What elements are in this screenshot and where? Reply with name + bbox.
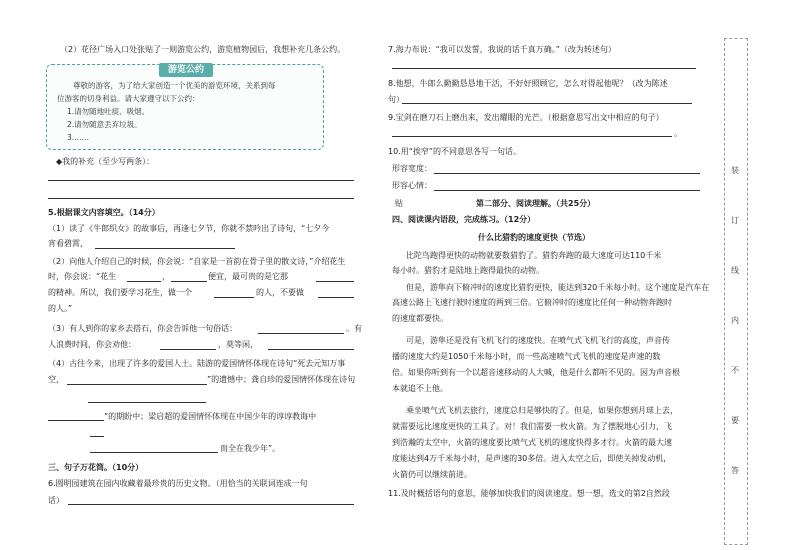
margin-char-7: 答 <box>731 466 739 475</box>
para-2-b: 高速公路上飞速行驶时速度的两到三倍。它俯冲时的速度比任何一种动物奔跑时 <box>392 298 672 307</box>
q5-4-blank-5[interactable] <box>90 452 218 453</box>
margin-char-4: 内 <box>731 316 739 325</box>
q7-answer-line[interactable] <box>392 68 696 69</box>
q5-3-line-a: （3）有人到你的家乡去搭石，你会告诉他一句俗话： <box>48 324 238 333</box>
section-5-title: 5.根据课文内容填空。（14分） <box>48 208 160 217</box>
q5-3-a-end: 。有 <box>346 324 362 333</box>
para-3-d: 本就追不上他。 <box>392 384 448 393</box>
q10: 10.用“挨窄”的不同意思各写一句话。 <box>388 147 522 156</box>
para-3-c: 倍。如果你听到有一个以超音速移动的人大喊，他是什么都听不见的。因为声音根 <box>392 368 680 377</box>
section-3-title: 三、句子万花筒。（10分） <box>48 463 144 472</box>
margin-char-1: 装 <box>731 166 739 175</box>
q5-2-b3: 便宜，最可贵的是它那 <box>208 272 288 281</box>
q5-2-b1: 时，你会说：“花生 <box>48 272 117 281</box>
notice-line-1: 尊敬的游客，为了给大家创造一个优美的游览环境，关系到每 <box>73 81 276 90</box>
q9-answer-line[interactable] <box>392 136 672 137</box>
q5-3-b2: ，莫等闲， <box>218 340 258 349</box>
para-2-a: 但是，游隼向下俯冲时的速度比猎豹更快，能达到320千米每小时。这个速度是汽车在 <box>406 283 710 292</box>
visitor-notice-box <box>46 64 324 150</box>
notice-item-1: 1.请勿随地吐痰、吸烟。 <box>67 107 150 116</box>
q5-2-b2: ， <box>162 272 170 281</box>
para-3-b: 播的速度大约是1050千米每小时，而一些高速喷气式飞机的速度是声速的数 <box>392 352 661 361</box>
q5-4-blank-2[interactable] <box>88 402 206 403</box>
q10-b-line[interactable] <box>434 190 700 191</box>
supplement-answer-line-2[interactable] <box>48 198 354 199</box>
q5-4-c: ”的期盼中；梁启超的爱国情怀体现在中国少年的谆谆教诲中 <box>104 412 317 421</box>
notice-item-3: 3.…… <box>67 133 90 142</box>
supplement-label: ◆我的补充（至少写两条）： <box>56 157 155 166</box>
q5-3-blank-1[interactable] <box>258 333 344 334</box>
q10-a-line[interactable] <box>434 173 700 174</box>
q5-2-c1: 的精神。所以，我们要学习花生，做一个 <box>48 288 192 297</box>
q5-4-line-a: （4）古往今来，出现了许多的爱国人士。陆游的爱国情怀体现在诗句“死去元知万事 <box>48 359 346 368</box>
q5-2-d: 的人。” <box>48 304 73 313</box>
notice-title: 游览公约 <box>159 63 213 77</box>
part2-title: 第二部分、阅读理解。（共25分） <box>476 199 596 208</box>
q5-1-line-a: （1）读了《牛郎织女》的故事后，再逢七夕节，你就不禁吟出了诗句，“七夕今 <box>48 224 330 233</box>
q5-3-blank-2[interactable] <box>160 349 216 350</box>
q5-4-e: 而全在我少年”。 <box>220 444 281 453</box>
para-4-d: 度能达到4万千米每小时，是声速的30多倍。进入太空之后，即使关掉发动机， <box>392 454 672 463</box>
q8-answer-line[interactable] <box>402 103 692 104</box>
q7: 7.海力布说：“我可以发誓，我说的话千真万确。”（改为转述句） <box>388 45 616 54</box>
q5-4-b2: ”的遗憾中；龚自珍的爱国情怀体现在诗句 <box>207 375 356 384</box>
para-4-c: 到浩瀚的太空中，火箭的速度要比喷气式飞机的速度快得多才行。火箭的最大速 <box>392 438 672 447</box>
supplement-answer-line-1[interactable] <box>48 180 354 181</box>
para-4-e: 火箭仍可以继续前进。 <box>392 470 472 479</box>
q5-2-blank-3[interactable] <box>316 281 354 282</box>
q5-2-line-a: （2）向他人介绍自己的时候，你会说：“自家是一首韵在骨子里的散文诗，”介绍花生 <box>48 257 346 266</box>
q9-period: 。 <box>674 129 682 138</box>
q5-3-blank-3[interactable] <box>268 349 354 350</box>
q5-2-blank-1[interactable] <box>127 281 161 282</box>
q9: 9.宝剑在磨刀石上磨出来，发出耀眼的光芒。（根据意思写出文中相应的句子） <box>388 113 664 122</box>
q6-answer-line[interactable] <box>68 504 354 505</box>
para-3-a: 可是，游隼还是没有飞机飞行的速度快。在喷气式飞机飞行的高度，声音传 <box>406 336 670 345</box>
notice-line-2: 位游客的切身利益。请大家遵守以下公约： <box>57 94 200 103</box>
q5-4-blank-3[interactable] <box>48 420 104 421</box>
q5-2-blank-4[interactable] <box>214 297 254 298</box>
margin-char-5: 不 <box>731 366 739 375</box>
q11: 11.及时概括语句的意思，能够加快我们的阅读速度。想一想，选文的第2自然段 <box>388 489 670 498</box>
q6-line-b: 话） <box>48 496 64 505</box>
q8: 8.他想，牛郎么勤勤恳恳地干活，不好好照顾它，怎么对得起他呢？（改为陈述 <box>388 79 668 88</box>
q5-2-blank-5[interactable] <box>318 297 354 298</box>
q5-1-line-b: 宵看碧霄， <box>48 239 88 248</box>
q8-b: 句） <box>388 95 404 104</box>
q10-a-label: 形容宽度： <box>392 164 432 173</box>
q6-line-a: 6.圆明园建筑在园内收藏着最珍贵的历史文物。（用恰当的关联词连成一句 <box>48 479 308 488</box>
q5-4-blank-1[interactable] <box>67 384 207 385</box>
q5-4-b1: 空， <box>48 375 64 384</box>
q5-2-c2: 的人，不要做 <box>256 288 304 297</box>
para-1-b: 每小时。猎豹才是陆地上跑得最快的动物。 <box>392 266 544 275</box>
q5-3-line-b: 人浪费时间，你会劝他： <box>48 340 136 349</box>
margin-char-2: 订 <box>731 216 739 225</box>
section-4-title: 四、阅读课内语段，完成练习。（12分） <box>392 215 536 224</box>
notice-item-2: 2.请勿随意丢弃垃圾。 <box>67 120 142 129</box>
q2-intro: （2）花径广场入口处张贴了一则游览公约，游览植物园后，我想补充几条公约。 <box>60 45 346 54</box>
margin-char-3: 线 <box>731 266 739 275</box>
q5-1-blank[interactable] <box>95 248 235 249</box>
margin-char-6: 要 <box>731 416 739 425</box>
article-title: 什么比猎豹的速度更快（节选） <box>478 233 590 242</box>
para-1-a: 比陀鸟跑得更快的动物就要数猎豹了。猎豹奔跑的最大速度可达110千米 <box>406 251 662 260</box>
part2-left-char: 贴 <box>395 199 403 208</box>
q5-4-blank-4[interactable] <box>90 436 104 437</box>
para-4-b: 就需要远比速度更快的工具了。对！我们需要一枚火箭。为了摆脱地心引力，飞 <box>392 422 672 431</box>
para-4-a: 乘坐喷气式飞机去旅行，速度总归是够快的了。但是，如果你想到月球上去， <box>406 406 678 415</box>
para-2-c: 的速度都要快。 <box>392 314 448 323</box>
q10-b-label: 形容心情： <box>392 181 432 190</box>
q5-2-blank-2[interactable] <box>171 281 207 282</box>
